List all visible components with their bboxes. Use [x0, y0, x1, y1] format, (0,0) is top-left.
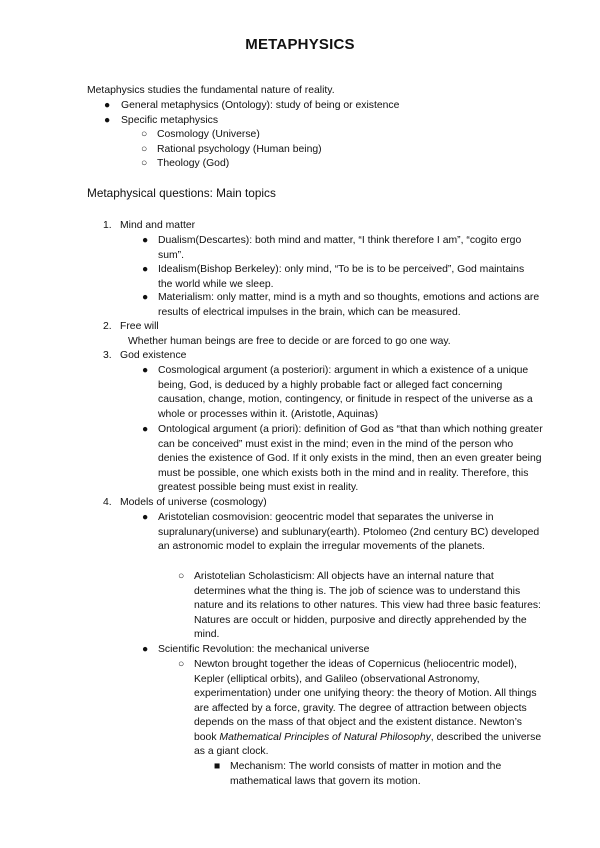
topic-heading: 1. Mind and matter [103, 220, 196, 231]
list-item: ○ Theology (God) [141, 158, 230, 169]
circle-bullet-icon: ○ [178, 659, 185, 670]
bullet-icon: ● [142, 235, 149, 246]
list-item: ■ Mechanism: The world consists of matter in motion and the mathematical laws that govern its motion. [214, 761, 502, 787]
list-item: ● Specific metaphysics [104, 115, 219, 126]
list-item: ● Ontological argument (a priori): definition of God as “that than which nothing greater can be conceived” must exist in the mind; even in the mind of the person who denies the existence of God. If it only exists in the mind, then an even greater being must be possible, one which exists both in the mind and in reality. Therefore, this greatest possible being must exist in reality. [142, 424, 543, 493]
list-item: ● General metaphysics (Ontology): study of being or existence [104, 100, 400, 111]
bullet-icon: ● [142, 512, 149, 523]
bullet-icon: ● [142, 292, 149, 303]
bullet-icon: ● [142, 424, 149, 435]
bullet-icon: ● [104, 115, 111, 126]
list-item: ● Dualism(Descartes): both mind and matter, “I think therefore I am”, “cogito ergo sum”. [142, 235, 522, 261]
list-item: ○ Rational psychology (Human being) [141, 144, 322, 155]
intro-text: Metaphysics studies the fundamental nature of reality. [87, 85, 335, 96]
section-heading: Metaphysical questions: Main topics [87, 186, 276, 200]
topic-heading: 4. Models of universe (cosmology) [103, 497, 267, 508]
circle-bullet-icon: ○ [141, 144, 148, 155]
bullet-icon: ● [142, 264, 149, 275]
list-item: ● Idealism(Bishop Berkeley): only mind, “To be is to be perceived”, God maintains the world while we sleep. [142, 264, 525, 290]
list-item: ○ Newton brought together the ideas of Copernicus (heliocentric model), Kepler (elliptical orbits), and Galileo (observational Astronomy, experimentation) under one unifying theory: the theory of Motion. All things are affected by a force, gravity. The degree of attraction between objects depends on the mass of that object and the existent distance. Newton’s book Mathematical Principles of Natural Philosophy, described the universe as a giant clock. [178, 659, 542, 757]
bullet-icon: ● [142, 644, 149, 655]
circle-bullet-icon: ○ [178, 571, 185, 582]
list-item: ● Scientific Revolution: the mechanical universe [158, 643, 543, 658]
circle-bullet-icon: ○ [141, 129, 148, 140]
list-item: ○ Aristotelian Scholasticism: All objects have an internal nature that determines what the thing is. The job of science was to understand this nature and its relations to other natures. This view had three basic features: Natures are occult or hidden, purposive and directly apprehended by the mind. [178, 571, 541, 640]
square-bullet-icon: ■ [214, 761, 221, 772]
topic-text: Whether human beings are free to decide or are forced to go one way. [128, 336, 451, 347]
book-title: Mathematical Principles of Natural Philosophy [219, 731, 431, 743]
topic-heading: 2. Free will [103, 321, 159, 332]
list-item: ● Cosmological argument (a posteriori): argument in which a existence of a unique being, God, is deduced by a highly probable fact or alleged fact concerning causation, change, motion, contingency, or finitude in respect of the universe as a whole or processes within it. (Aristotle, Aquinas) [142, 365, 533, 420]
list-item: ● Aristotelian cosmovision: geocentric model that separates the universe in supralunary(universe) and sublunary(earth). Ptolomeo (2nd century BC) developed an astronomic model to explain the irregular movements of the planets. [142, 512, 540, 552]
bullet-icon: ● [142, 365, 149, 376]
page-title: METAPHYSICS [245, 36, 355, 53]
circle-bullet-icon: ○ [141, 158, 148, 169]
topic-heading: 3. God existence [103, 350, 187, 361]
bullet-icon: ● [104, 100, 111, 111]
list-item: ● Materialism: only matter, mind is a myth and so thoughts, emotions and actions are results of electrical impulses in the brain, which can be measured. [142, 292, 540, 318]
list-item: ○ Cosmology (Universe) [141, 129, 260, 140]
